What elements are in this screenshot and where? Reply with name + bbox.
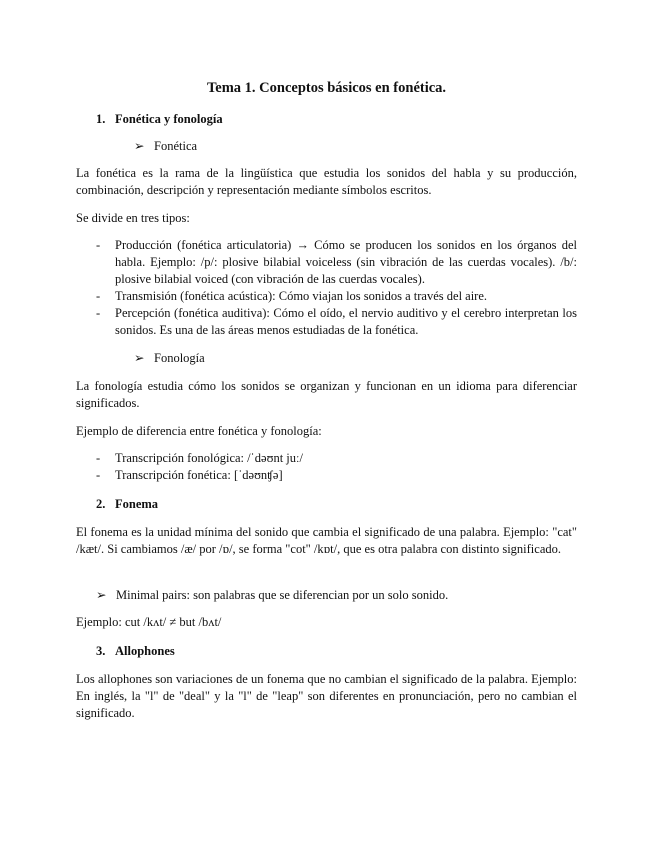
subheading-label: Fonología bbox=[154, 351, 205, 365]
arrow-bullet-icon: ➢ bbox=[134, 139, 145, 153]
subheading-minimal-pairs bbox=[96, 587, 448, 603]
section-number: 3. bbox=[96, 644, 106, 658]
list-item-text: Producción (fonética articulatoria) → Cómo se producen los sonidos en los órganos del habla. Ejemplo: /p/: plosive bilabial voiceless (sin vibración de las cuerdas vocales). /b/: plosive bilabial voiced (con vibración de las cuerdas vocales). bbox=[115, 238, 577, 286]
section-title: Fonética y fonología bbox=[115, 112, 223, 126]
subheading-label: Fonética bbox=[154, 139, 198, 153]
list-item-text: Transcripción fonética: [ˈdəʊnʧə] bbox=[115, 468, 283, 482]
dash-bullet: - bbox=[96, 468, 101, 482]
list-item bbox=[76, 237, 577, 288]
paragraph-ejemplo-diferencia: Ejemplo de diferencia entre fonética y fonología: bbox=[76, 424, 322, 438]
list-item-text: Transcripción fonológica: /ˈdəʊnt juː/ bbox=[115, 451, 303, 465]
dash-bullet: - bbox=[96, 238, 101, 252]
list-item bbox=[76, 305, 577, 339]
paragraph-tipos-intro: Se divide en tres tipos: bbox=[76, 211, 190, 225]
list-item bbox=[76, 467, 577, 484]
dash-bullet: - bbox=[96, 451, 101, 465]
section-number: 2. bbox=[96, 497, 106, 511]
section-number: 1. bbox=[96, 112, 106, 126]
list-item-text: Percepción (fonética auditiva): Cómo el oído, el nervio auditivo y el cerebro interpretan los sonidos. Es una de las áreas menos estudiadas de la fonética. bbox=[115, 306, 577, 337]
subheading-label: Minimal pairs: son palabras que se diferencian por un solo sonido. bbox=[116, 588, 449, 602]
list-item-text: Transmisión (fonética acústica): Cómo viajan los sonidos a través del aire. bbox=[115, 289, 488, 303]
list-item bbox=[76, 450, 577, 467]
arrow-bullet-icon: ➢ bbox=[96, 588, 107, 602]
section-title: Fonema bbox=[115, 497, 159, 511]
paragraph-fonologia-definition: La fonología estudia cómo los sonidos se organizan y funcionan en un idioma para diferenciar significados. bbox=[76, 379, 577, 410]
dash-bullet: - bbox=[96, 289, 101, 303]
paragraph-fonetica-definition: La fonética es la rama de la lingüística que estudia los sonidos del habla y su producción, combinación, descripción y representación mediante símbolos escritos. bbox=[76, 166, 577, 197]
dash-bullet: - bbox=[96, 306, 101, 320]
paragraph-allophones-definition: Los allophones son variaciones de un fonema que no cambian el significado de la palabra. Ejemplo: En inglés, la "l" de "deal" y la "l" de "leap" son diferentes en pronunciación, pero no cambian el significado. bbox=[76, 672, 577, 720]
section-heading-fonetica-fonologia bbox=[96, 111, 223, 127]
document-title: Tema 1. Conceptos básicos en fonética. bbox=[206, 80, 447, 96]
paragraph-minimal-pair-example: Ejemplo: cut /kʌt/ ≠ but /bʌt/ bbox=[76, 615, 222, 629]
paragraph-fonema-definition: El fonema es la unidad mínima del sonido que cambia el significado de una palabra. Ejemplo: "cat" /kæt/. Si cambiamos /æ/ por /ɒ/, se forma "cot" /kɒt/, que es otra palabra con distinto significado. bbox=[76, 525, 577, 556]
list-item bbox=[76, 288, 577, 305]
section-heading-fonema bbox=[96, 496, 158, 512]
section-title: Allophones bbox=[115, 644, 175, 658]
subheading-fonologia bbox=[134, 350, 205, 366]
arrow-bullet-icon: ➢ bbox=[134, 351, 145, 365]
subheading-fonetica bbox=[134, 138, 197, 154]
section-heading-allophones bbox=[96, 643, 175, 659]
